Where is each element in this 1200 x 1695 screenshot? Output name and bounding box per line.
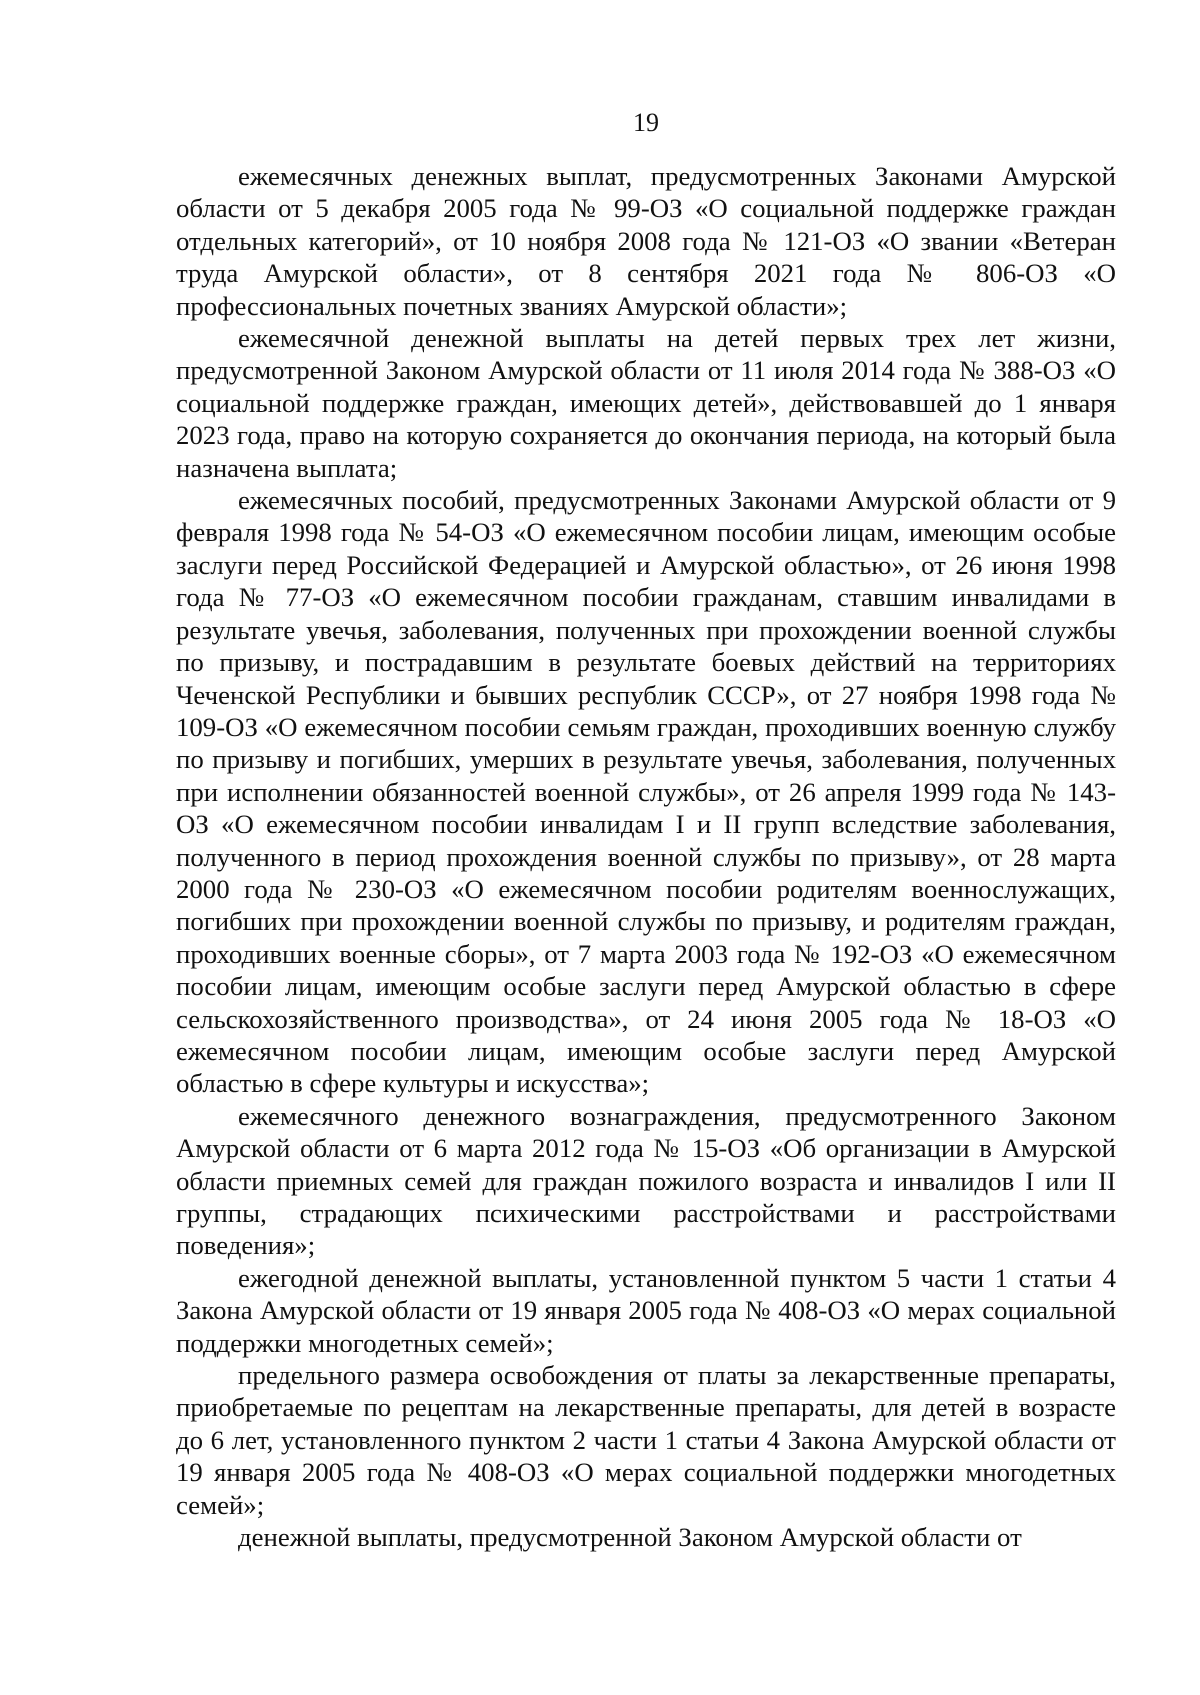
paragraph-monthly-allowances: ежемесячных пособий, предусмотренных Законами Амурской области от 9 февраля 1998 года № 54-ОЗ «О ежемесячном пособии лицам, имеющим особые заслуги перед Российской Федерацией и Амурской областью», от 26 июня 1998 года № 77-ОЗ «О ежемесячном пособии гражданам, ставшим инвалидами в результате увечья, заболевания, полученных при прохождении военной службы по призыву, и пострадавшим в результате боевых действий на территориях Чеченской Республики и бывших республик СССР», от 27 ноября 1998 года № 109-ОЗ «О ежемесячном пособии семьям граждан, проходивших военную службу по призыву и погибших, умерших в результате увечья, заболевания, полученных при исполнении обязанностей военной службы», от 26 апреля 1999 года № 143-ОЗ «О ежемесячном пособии инвалидам I и II групп вследствие заболевания, полученного в период прохождения военной службы по призыву», от 28 марта 2000 года № 230-ОЗ «О ежемесячном пособии родителям военнослужащих, погибших при прохождении военной службы по призыву, и родителям граждан, проходивших военные сборы», от 7 марта 2003 года № 192-ОЗ «О ежемесячном пособии лицам, имеющим особые заслуги перед Амурской областью в сфере сельскохозяйственного производства», от 24 июня 2005 года № 18-ОЗ «О ежемесячном пособии лицам, имеющим особые заслуги перед Амурской областью в сфере культуры и искусства»; bbox=[176, 485, 1116, 1099]
paragraph-medicine-exemption: предельного размера освобождения от платы за лекарственные препараты, приобретаемые по рецептам на лекарственные препараты, для детей в возрасте до 6 лет, установленного пунктом 2 части 1 статьи 4 Закона Амурской области от 19 января 2005 года № 408-ОЗ «О мерах социальной поддержки многодетных семей»; bbox=[176, 1360, 1116, 1520]
paragraph-annual-payment: ежегодной денежной выплаты, установленной пунктом 5 части 1 статьи 4 Закона Амурской области от 19 января 2005 года № 408-ОЗ «О мерах социальной поддержки многодетных семей»; bbox=[176, 1262, 1116, 1358]
paragraph-monthly-payments: ежемесячных денежных выплат, предусмотренных Законами Амурской области от 5 декабря 2005 года № 99-ОЗ «О социальной поддержке граждан отдельных категорий», от 10 ноября 2008 года № 121-ОЗ «О звании «Ветеран труда Амурской области», от 8 сентября 2021 года № 806-ОЗ «О профессиональных почетных званиях Амурской области»; bbox=[176, 161, 1116, 321]
paragraph-cash-payment: денежной выплаты, предусмотренной Законом Амурской области от bbox=[238, 1522, 1022, 1553]
paragraph-child-payment: ежемесячной денежной выплаты на детей первых трех лет жизни, предусмотренной Законом Амурской области от 11 июля 2014 года № 388-ОЗ «О социальной поддержке граждан, имеющих детей», действовавшей до 1 января 2023 года, право на которую сохраняется до окончания периода, на который была назначена выплата; bbox=[176, 323, 1116, 483]
document-body bbox=[176, 160, 1116, 1553]
paragraph-foster-reward: ежемесячного денежного вознаграждения, предусмотренного Законом Амурской области от 6 марта 2012 года № 15-ОЗ «Об организации в Амурской области приемных семей для граждан пожилого возраста и инвалидов I или II группы, страдающих психическими расстройствами и расстройствами поведения»; bbox=[176, 1100, 1116, 1261]
page-number: 19 bbox=[633, 108, 659, 137]
